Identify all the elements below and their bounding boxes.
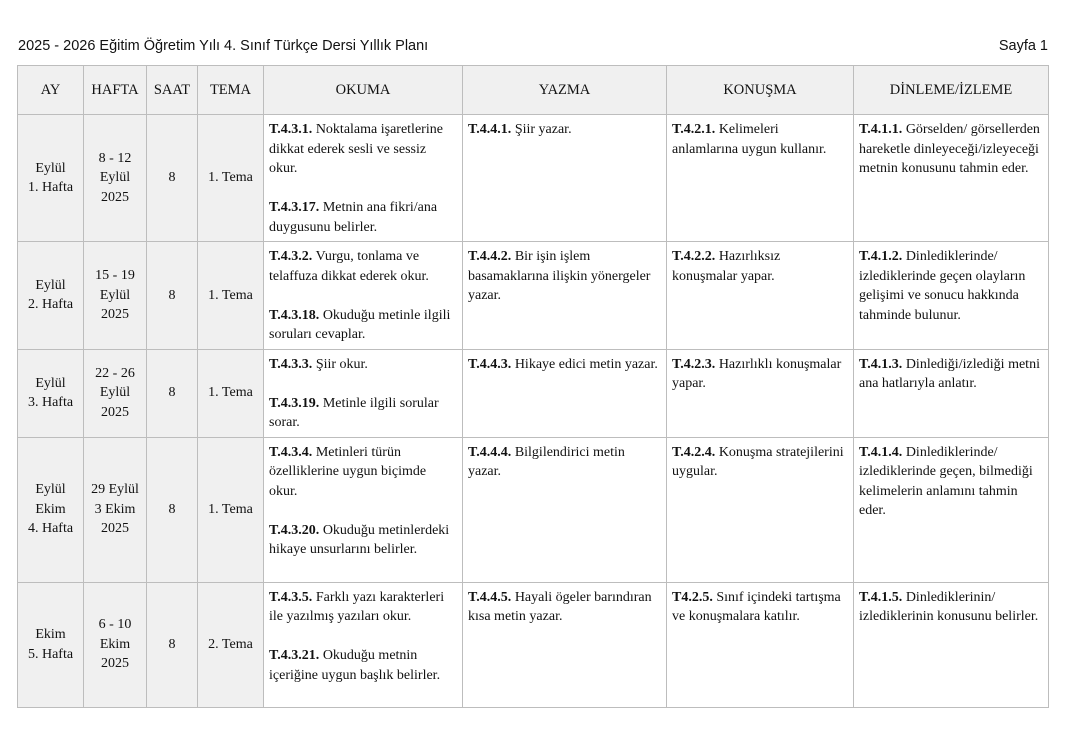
month-line: Eylül [35,160,66,176]
cell-konusma [667,349,854,437]
outcome-code: T.4.4.4. [468,444,512,460]
cell-yazma [463,115,667,242]
outcome-code: T.4.1.4. [859,444,903,460]
column-header-dinleme: DİNLEME/İZLEME [854,66,1049,115]
outcome-text: Metnin ana fikri/ana duygusunu belirler. [269,200,438,235]
outcome-text: Okuduğu metinle ilgili soruları cevaplar. [269,307,451,342]
cell-konusma [667,582,854,707]
column-header-konusma: KONUŞMA [667,66,854,115]
outcome-code: T.4.3.17. [269,200,320,215]
cell-dinleme [854,242,1049,350]
outcome-code: T.4.4.2. [468,249,512,264]
outcome-text: Noktalama işaretlerine dikkat ederek sesli ve sessiz okur. [269,122,443,176]
outcome-text: Konuşma stratejilerini uygular. [672,444,844,479]
column-header-hafta: HAFTA [84,66,147,115]
outcome-code: T.4.4.1. [468,122,512,137]
date-line: Eylül [99,287,131,303]
date-line: 2025 [101,521,129,537]
month-line: Eylül [35,482,66,498]
cell-hafta [84,349,147,437]
cell-ay [18,115,84,242]
cell-tema: 1. Tema [198,115,264,242]
month-line: Eylül [35,277,66,293]
document-title: 2025 - 2026 Eğitim Öğretim Yılı 4. Sınıf Türkçe Dersi Yıllık Planı [18,38,429,54]
table-header-row [18,66,1049,115]
outcome-text: Hazırlıksız konuşmalar yapar. [672,249,781,284]
cell-konusma [667,115,854,242]
outcome [468,443,661,482]
cell-hafta [84,242,147,350]
outcome [269,198,457,237]
outcome-code: T.4.2.4. [672,444,716,460]
outcome-text: Şiir okur. [315,356,368,372]
outcome [468,355,661,375]
outcome-code: T.4.1.3. [859,356,903,372]
outcome-text: Görselden/ görsellerden hareketle dinleyeceği/izleyeceği metnin konusunu tahmin eder. [859,122,1040,176]
outcome-text: Dinlediklerinde/ izlediklerinde geçen olayların gelişimi ve sonucu hakkında tahminde bulunur. [859,249,1026,323]
cell-tema: 1. Tema [198,437,264,582]
outcome-code: T.4.3.4. [269,444,313,460]
table-row [18,115,1049,242]
table-row [18,242,1049,350]
outcome [859,247,1043,325]
outcome-code: T.4.1.5. [859,589,903,605]
cell-tema: 2. Tema [198,582,264,707]
outcome [672,588,848,627]
annual-plan-table [17,65,1049,708]
cell-yazma [463,242,667,350]
outcome-code: T.4.1.2. [859,249,903,264]
outcome [269,443,457,502]
outcome-code: T.4.4.5. [468,589,512,605]
outcome-text: Hikaye edici metin yazar. [514,356,658,372]
column-header-ay: AY [18,66,84,115]
month-line: Ekim [35,501,66,517]
outcome-code: T.4.4.3. [468,356,512,372]
page-number: Sayfa 1 [998,38,1048,54]
column-header-tema: TEMA [198,66,264,115]
cell-yazma [463,437,667,582]
cell-konusma [667,437,854,582]
outcome-code: T.4.3.18. [269,307,320,323]
cell-okuma [264,582,463,707]
outcome [859,443,1043,521]
date-line: 8 - 12 [98,150,132,166]
outcome [672,247,848,286]
outcome-text: Metinleri türün özelliklerine uygun biçimde okur. [269,444,427,499]
outcome [269,355,457,375]
cell-saat: 8 [147,349,198,437]
cell-yazma [463,349,667,437]
column-header-saat: SAAT [147,66,198,115]
cell-yazma [463,582,667,707]
outcome [672,443,848,482]
date-line: 15 - 19 [95,268,135,283]
cell-hafta [84,437,147,582]
outcome [859,588,1043,627]
date-line: 29 Eylül [91,482,139,498]
cell-okuma [264,242,463,350]
date-line: Eylül [99,170,131,186]
week-line: 1. Hafta [27,180,74,195]
outcome-text: Bilgilendirici metin yazar. [468,444,625,479]
outcome-code: T4.2.5. [672,589,713,605]
week-line: 5. Hafta [27,646,74,662]
table-row [18,349,1049,437]
cell-dinleme [854,437,1049,582]
cell-ay [18,582,84,707]
date-line: Ekim [99,636,131,652]
cell-dinleme [854,349,1049,437]
date-line: 2025 [101,656,129,672]
outcome [269,521,457,560]
outcome-text: Hayali ögeler barındıran kısa metin yazar. [468,589,652,624]
cell-saat: 8 [147,582,198,707]
outcome [859,355,1043,394]
cell-konusma [667,242,854,350]
outcome-text: Vurgu, tonlama ve telaffuza dikkat ederek okur. [269,249,429,284]
date-line: 22 - 26 [95,365,135,381]
cell-ay [18,437,84,582]
date-line: 2025 [101,307,129,322]
outcome-text: Bir işin işlem basamaklarına ilişkin yönergeler yazar. [468,249,651,303]
outcome-code: T.4.2.3. [672,356,716,372]
outcome-text: Şiir yazar. [514,122,572,137]
date-line: 2025 [101,189,129,205]
column-header-okuma: OKUMA [264,66,463,115]
outcome-text: Dinlediklerinde/ izlediklerinde geçen, bilmediği kelimelerin anlamını tahmin eder. [859,444,1033,518]
table-row [18,582,1049,707]
cell-saat: 8 [147,437,198,582]
outcome-code: T.4.1.1. [859,122,903,137]
month-line: Ekim [35,627,66,642]
cell-okuma [264,115,463,242]
outcome [468,120,661,140]
outcome-text: Metinle ilgili sorular sorar. [269,395,439,430]
outcome [269,247,457,286]
outcome-code: T.4.2.2. [672,249,716,264]
outcome-text: Okuduğu metnin içeriğine uygun başlık belirler. [269,648,441,683]
outcome [269,646,457,685]
date-line: 3 Ekim [94,501,136,517]
outcome-code: T.4.3.5. [269,589,313,605]
outcome-code: T.4.3.20. [269,522,320,538]
outcome-text: Sınıf içindeki tartışma ve konuşmalara katılır. [672,589,841,624]
outcome [672,355,848,394]
cell-saat: 8 [147,115,198,242]
outcome [269,394,457,433]
outcome-code: T.4.3.1. [269,122,313,137]
outcome [269,120,457,179]
outcome [859,120,1043,179]
column-header-yazma: YAZMA [463,66,667,115]
cell-hafta [84,582,147,707]
week-line: 2. Hafta [27,297,74,313]
week-line: 3. Hafta [27,395,74,410]
outcome-text: Dinlediklerinin/ izlediklerinin konusunu belirler. [859,589,1039,624]
cell-tema: 1. Tema [198,349,264,437]
cell-ay [18,242,84,350]
date-line: 2025 [101,404,129,420]
outcome [468,588,661,627]
outcome-text: Kelimeleri anlamlarına uygun kullanır. [672,122,827,157]
outcome-text: Hazırlıklı konuşmalar yapar. [672,356,842,391]
outcome [269,306,457,345]
outcome-code: T.4.3.21. [269,648,320,663]
table-row [18,437,1049,582]
outcome-code: T.4.3.2. [269,249,313,264]
cell-okuma [264,437,463,582]
cell-dinleme [854,115,1049,242]
outcome-text: Farklı yazı karakterleri ile yazılmış yazıları okur. [269,589,445,624]
date-line: 6 - 10 [98,617,132,633]
page-header [18,38,1048,58]
cell-dinleme [854,582,1049,707]
outcome-code: T.4.3.19. [269,395,320,411]
date-line: Eylül [99,385,131,401]
outcome-code: T.4.3.3. [269,356,313,372]
cell-ay [18,349,84,437]
outcome-text: Dinlediği/izlediği metni ana hatlarıyla anlatır. [859,356,1040,391]
outcome [672,120,848,159]
outcome-text: Okuduğu metinlerdeki hikaye unsurlarını belirler. [269,522,450,557]
outcome [269,588,457,627]
cell-okuma [264,349,463,437]
outcome [468,247,661,306]
cell-tema: 1. Tema [198,242,264,350]
cell-saat: 8 [147,242,198,350]
cell-hafta [84,115,147,242]
month-line: Eylül [35,375,66,391]
outcome-code: T.4.2.1. [672,122,716,137]
week-line: 4. Hafta [27,521,74,537]
